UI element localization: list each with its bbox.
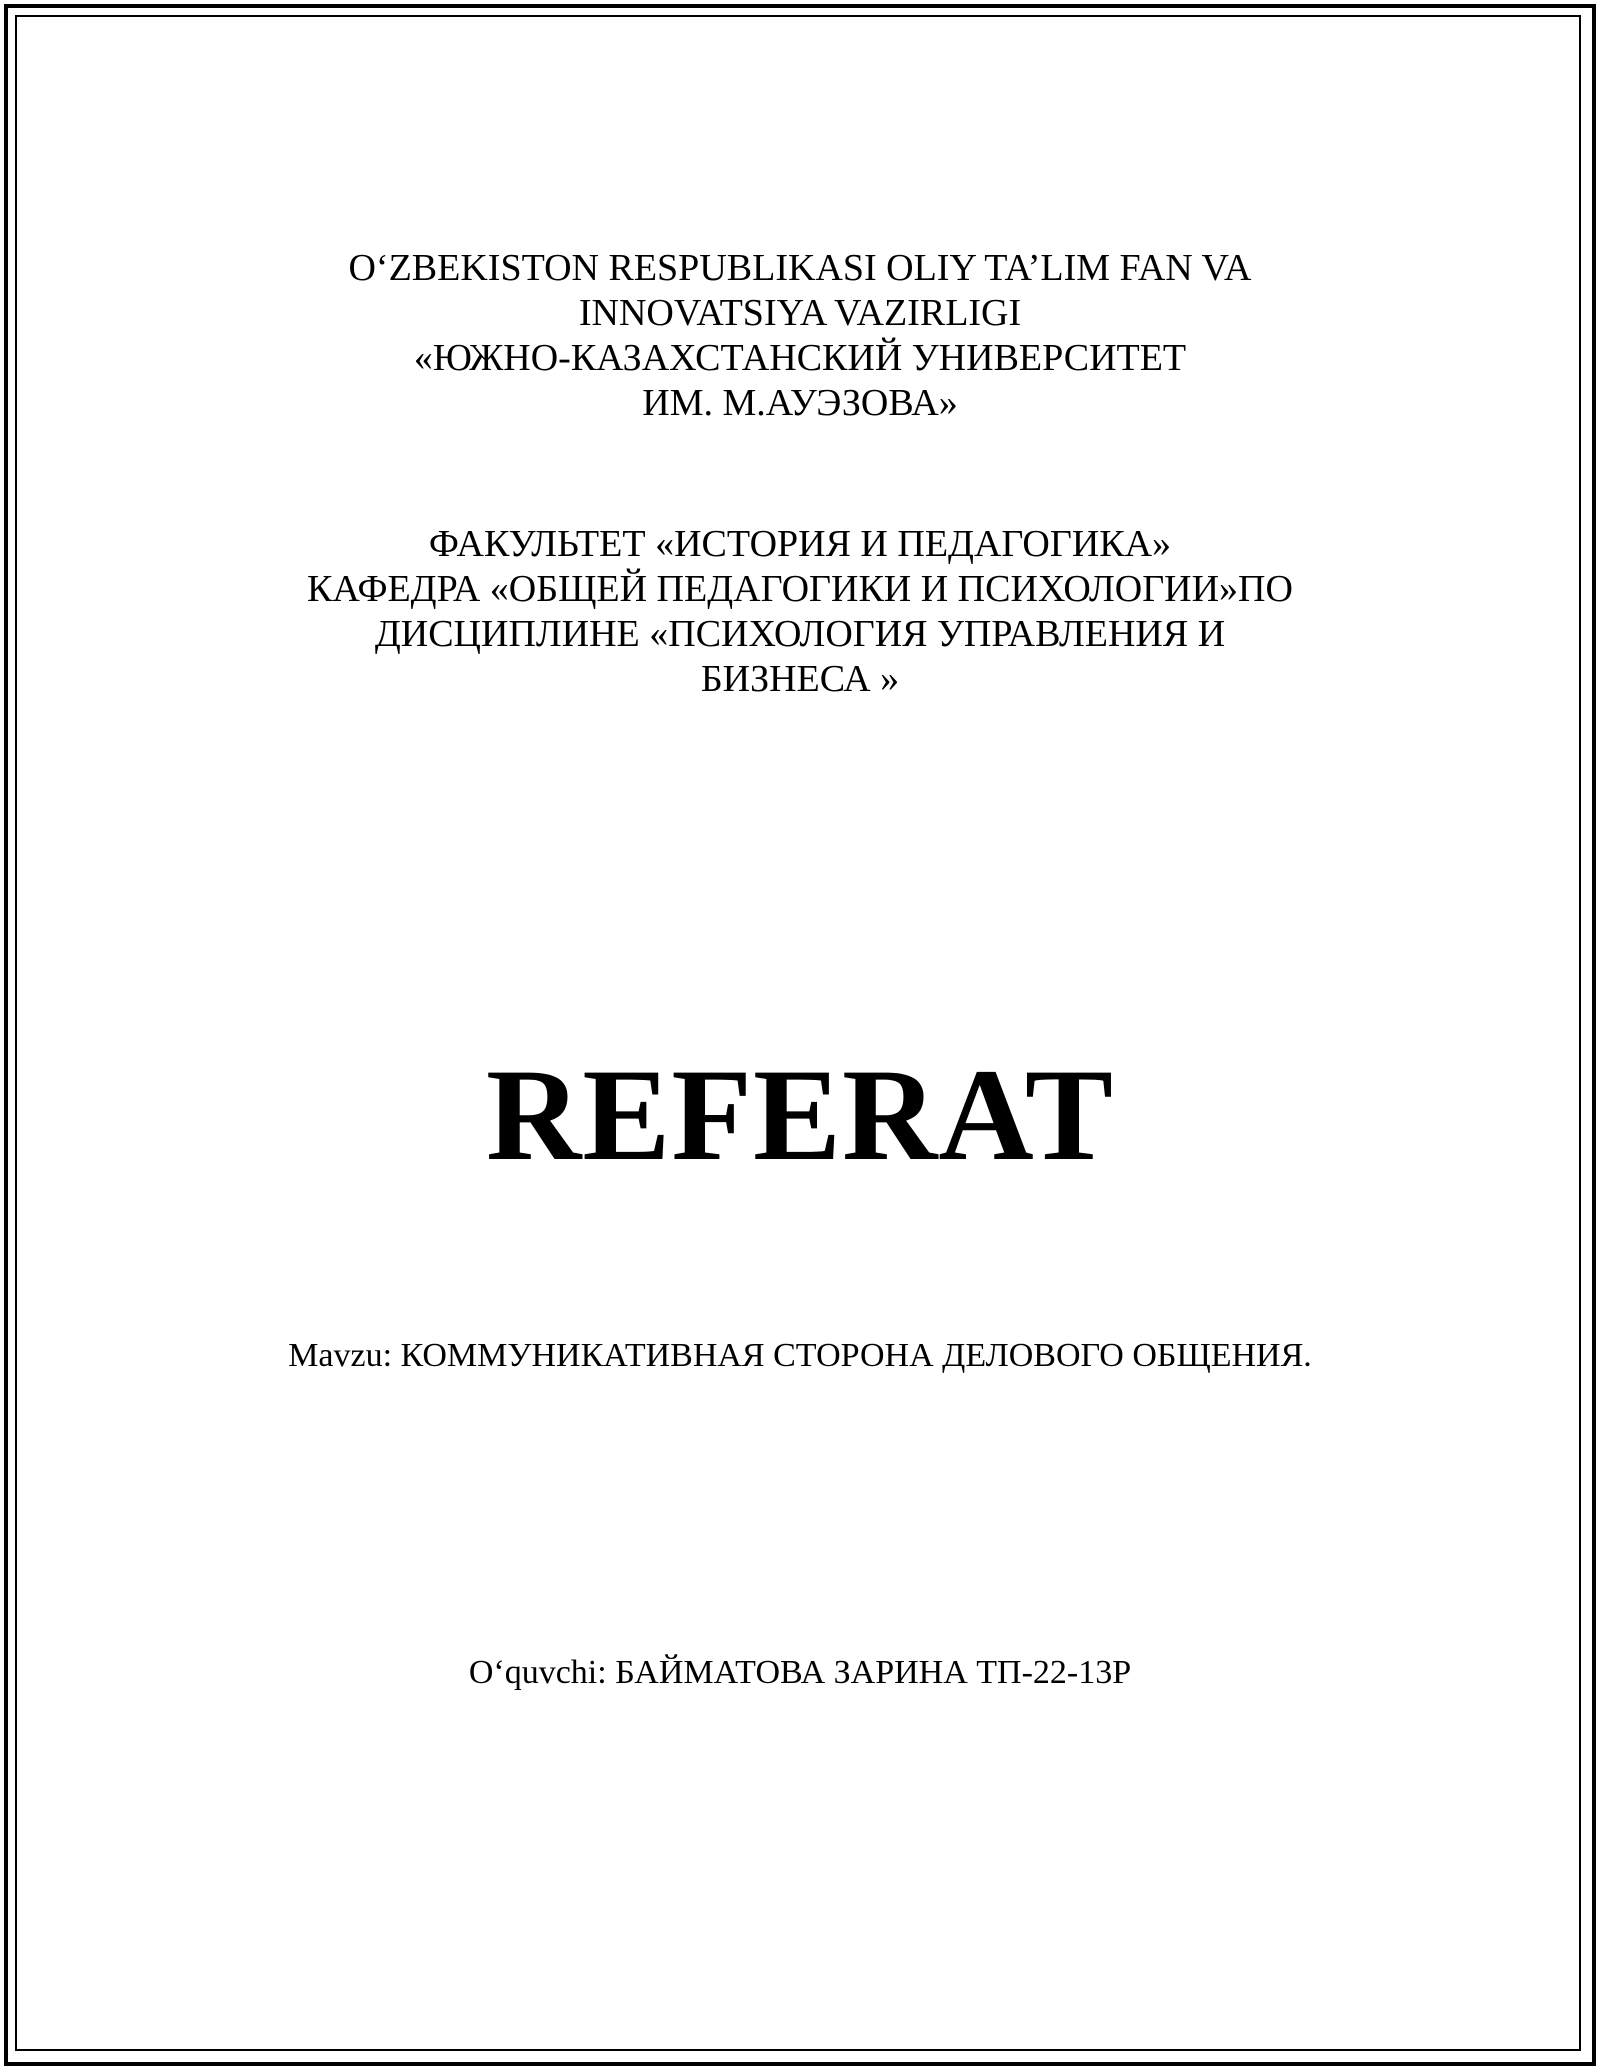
faculty-block: [0, 522, 1600, 702]
document-title: REFERAT: [486, 1041, 1114, 1188]
ministry-header: [0, 246, 1600, 426]
ministry-line: O‘ZBEKISTON RESPUBLIKASI OLIY TA’LIM FAN VA: [348, 247, 1252, 289]
university-line: ИМ. М.АУЭЗОВА»: [642, 382, 958, 424]
university-line: «ЮЖНО-КАЗАХСТАНСКИЙ УНИВЕРСИТЕТ: [413, 337, 1187, 379]
ministry-line: INNOVATSIYA VAZIRLIGI: [578, 292, 1022, 334]
faculty-line: ФАКУЛЬТЕТ «ИСТОРИЯ И ПЕДАГОГИКА»: [428, 523, 1172, 565]
student-line: O‘quvchi: БАЙМАТОВА ЗАРИНА ТП-22-13Р: [468, 1654, 1132, 1691]
discipline-line: БИЗНЕСА »: [700, 658, 900, 700]
topic-line: Mavzu: КОММУНИКАТИВНАЯ СТОРОНА ДЕЛОВОГО ОБЩЕНИЯ.: [288, 1337, 1312, 1374]
department-line: КАФЕДРА «ОБЩЕЙ ПЕДАГОГИКИ И ПСИХОЛОГИИ»ПО: [307, 568, 1293, 610]
discipline-line: ДИСЦИПЛИНЕ «ПСИХОЛОГИЯ УПРАВЛЕНИЯ И: [374, 613, 1226, 655]
